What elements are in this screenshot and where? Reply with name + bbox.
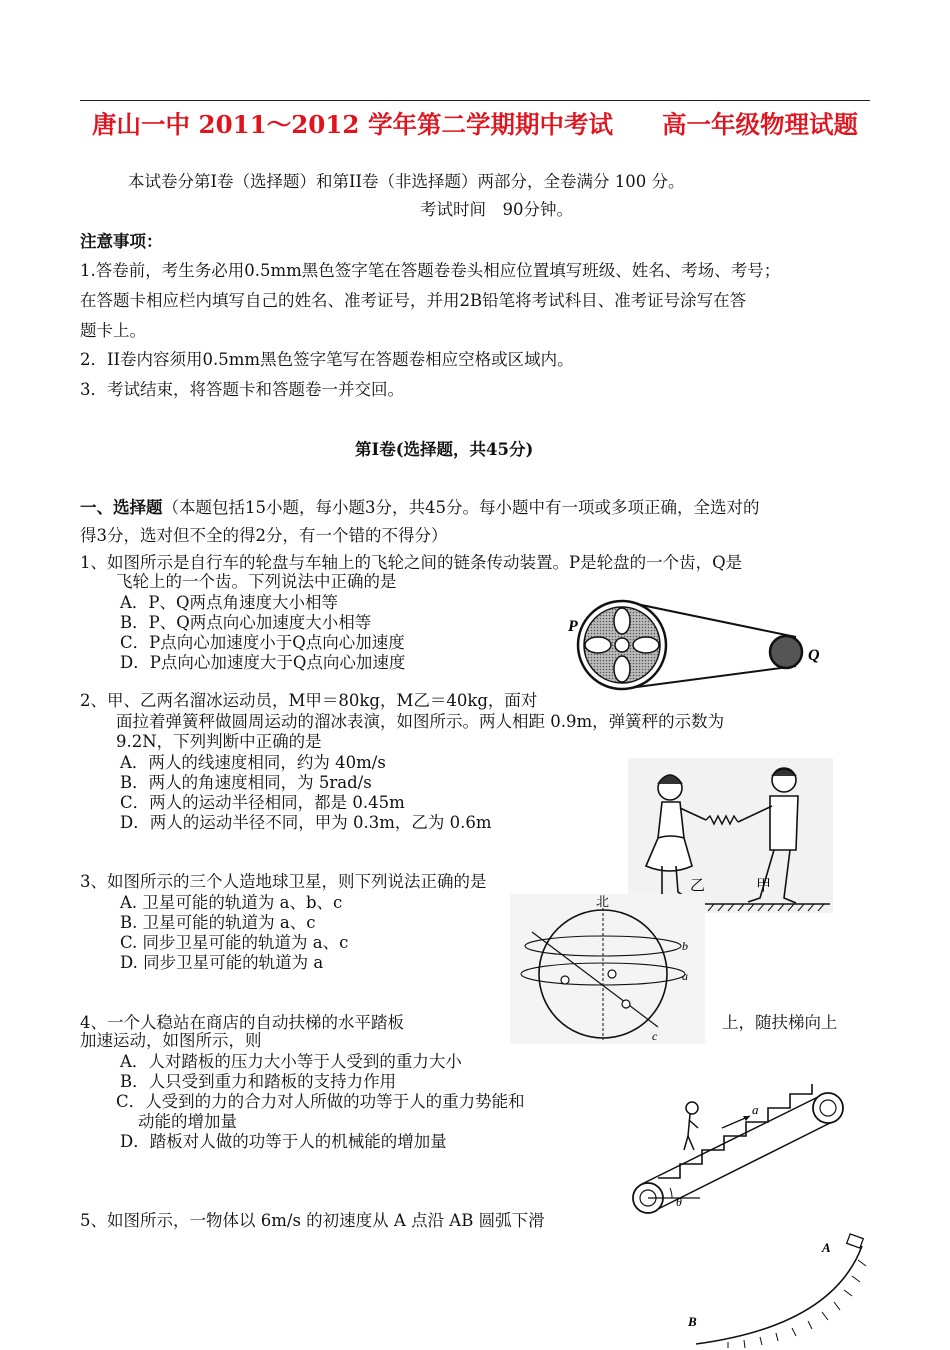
chain-drive-figure (560, 596, 840, 696)
label-p: P (568, 618, 578, 635)
q1-option-a: A．P、Q两点角速度大小相等 (120, 593, 339, 612)
label-q: Q (808, 647, 820, 664)
label-jia: 甲 (756, 878, 772, 894)
label-acceleration: a (752, 1102, 759, 1117)
section1-desc-line-1 (80, 498, 760, 518)
label-point-b: B (688, 1314, 697, 1329)
label-north: 北 (596, 894, 610, 909)
q1-stem-line-1: 1、如图所示是自行车的轮盘与车轴上的飞轮之间的链条传动装置。P是轮盘的一个齿，Q是 (80, 553, 743, 572)
label-orbit-c: c (652, 1029, 658, 1043)
intro-line-2: 考试时间 90分钟。 (420, 200, 573, 219)
q2-stem-line-1: 2、甲、乙两名溜冰运动员，M甲＝80kg，M乙＝40kg，面对 (80, 691, 538, 710)
note-1-line-2: 在答题卡相应栏内填写自己的姓名、准考证号，并用2B铅笔将考试科目、准考证号涂写在答 (80, 291, 747, 310)
skaters-figure (628, 758, 833, 913)
escalator-figure (630, 1072, 855, 1222)
q4-option-c-line-2: 动能的增加量 (138, 1112, 237, 1131)
note-3: 3．考试结束，将答题卡和答题卷一并交回。 (80, 380, 404, 399)
q4-option-b: B．人只受到重力和踏板的支持力作用 (120, 1072, 397, 1091)
q2-option-b: B．两人的角速度相同，为 5rad/s (120, 773, 372, 792)
arc-slope-figure (672, 1226, 872, 1348)
note-2: 2．II卷内容须用0.5mm黑色签字笔写在答题卷相应空格或区域内。 (80, 350, 574, 369)
q2-stem-line-2: 面拉着弹簧秤做圆周运动的溜冰表演，如图所示。两人相距 0.9m，弹簧秤的示数为 (116, 712, 725, 731)
q3-option-a: A. 卫星可能的轨道为 a、b、c (120, 893, 343, 912)
notes-heading: 注意事项： (80, 232, 163, 251)
q3-option-c: C. 同步卫星可能的轨道为 a、c (120, 933, 349, 952)
q1-option-b: B．P、Q两点向心加速度大小相等 (120, 613, 372, 632)
header-rule (80, 100, 870, 101)
section1-label: 一、选择题 (80, 498, 163, 517)
q4-option-d: D．踏板对人做的功等于人的机械能的增加量 (120, 1132, 447, 1151)
q4-option-a: A．人对踏板的压力大小等于人受到的重力大小 (120, 1052, 462, 1071)
section1-desc-line-2: 得3分，选对但不全的得2分，有一个错的不得分） (80, 526, 448, 545)
q4-stem-line-1a: 4、一个人稳站在商店的自动扶梯的水平踏板 (80, 1013, 404, 1032)
note-1-line-3: 题卡上。 (80, 321, 146, 340)
q4-stem-line-2: 加速运动，如图所示，则 (80, 1031, 262, 1050)
label-orbit-b: b (682, 939, 688, 953)
q2-option-d: D．两人的运动半径不同，甲为 0.3m，乙为 0.6m (120, 813, 492, 832)
q3-option-b: B. 卫星可能的轨道为 a、c (120, 913, 316, 932)
q5-stem: 5、如图所示，一物体以 6m/s 的初速度从 A 点沿 AB 圆弧下滑 (80, 1211, 545, 1230)
intro-line-1: 本试卷分第Ⅰ卷（选择题）和第II卷（非选择题）两部分，全卷满分 100 分。 (128, 172, 685, 191)
q3-stem: 3、如图所示的三个人造地球卫星，则下列说法正确的是 (80, 872, 487, 891)
label-theta: θ (676, 1195, 682, 1209)
label-point-a: A (822, 1240, 831, 1255)
q3-option-d: D. 同步卫星可能的轨道为 a (120, 953, 324, 972)
label-orbit-a: a (682, 969, 688, 983)
q4-stem-line-1b: 上，随扶梯向上 (722, 1013, 838, 1032)
q4-option-c-line-1: C．人受到的力的合力对人所做的功等于人的重力势能和 (116, 1092, 525, 1111)
q2-stem-line-3: 9.2N，下列判断中正确的是 (116, 732, 322, 751)
section1-desc: （本题包括15小题，每小题3分，共45分。每小题中有一项或多项正确，全选对的 (162, 498, 760, 517)
q1-option-d: D．P点向心加速度大于Q点向心加速度 (120, 653, 406, 672)
note-1-line-1: 1.答卷前，考生务必用0.5mm黑色签字笔在答题卷卷头相应位置填写班级、姓名、考场、考号； (80, 261, 781, 280)
satellite-orbits-figure (510, 894, 705, 1044)
q1-option-c: C．P点向心加速度小于Q点向心加速度 (120, 633, 405, 652)
label-yi: 乙 (690, 878, 706, 894)
q2-option-c: C．两人的运动半径相同，都是 0.45m (120, 793, 405, 812)
q1-stem-line-2: 飞轮上的一个齿。下列说法中正确的是 (116, 572, 397, 591)
q2-option-a: A．两人的线速度相同，约为 40m/s (120, 753, 386, 772)
part1-heading: 第Ⅰ卷(选择题，共45分) (355, 440, 534, 459)
exam-title: 唐山一中 2011～2012 学年第二学期期中考试 高一年级物理试题 (92, 110, 858, 139)
